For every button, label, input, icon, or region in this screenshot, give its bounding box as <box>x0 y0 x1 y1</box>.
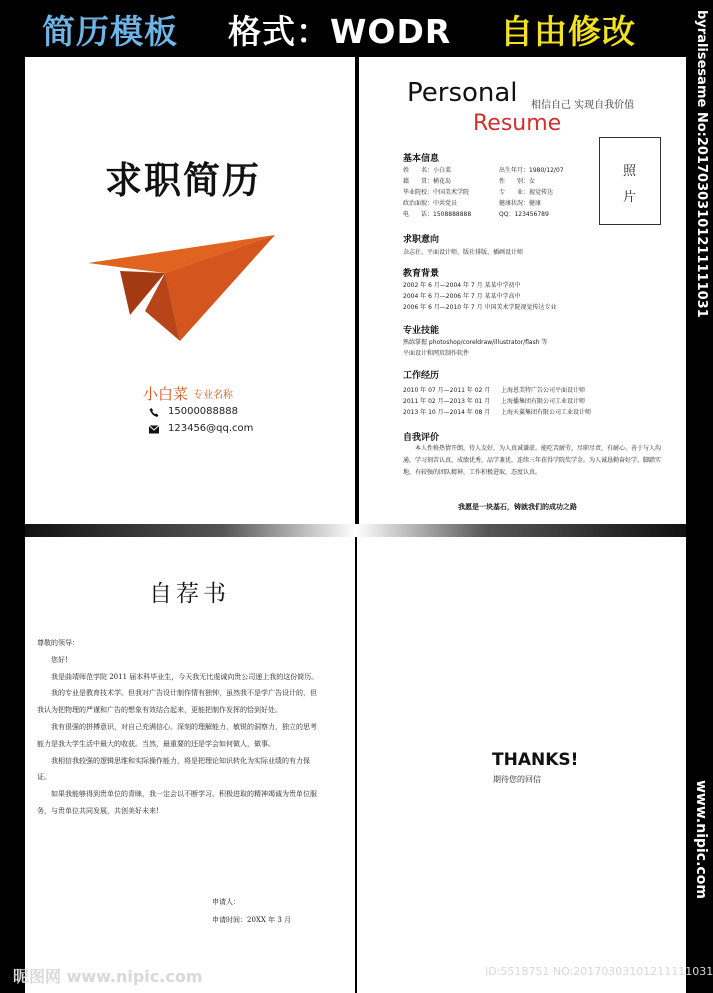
basic-field: 政治面貌：中共党员 <box>403 200 458 207</box>
photo-label-2: 片 <box>623 190 637 205</box>
letter-paragraph: 如果我能够得到贵单位的青睐，我一定会以不断学习、积极进取的精神竭诚为贵单位服务，与贵单位共同发展，共创美好未来! <box>37 790 317 815</box>
education-item: 2006 年 6 月—2010 年 7 月 中国美术学院视觉传达专业 <box>403 304 557 311</box>
letter-paragraph: 我的专业是教育技术学。但我对广告设计制作情有独钟，虽然我不是学广告设计的，但我认为把物理的严谨和广告的想象有效结合起来，更能把制作发挥的恰到好处。 <box>37 689 317 715</box>
basic-field: 籍 贯：横花岛 <box>403 178 452 185</box>
thanks-subtitle: 期待您的回信 <box>493 775 541 784</box>
basic-field: QQ：123456789 <box>499 211 549 218</box>
photo-placeholder <box>599 137 661 225</box>
basic-field: 专 业：视觉传达 <box>499 189 554 196</box>
resume-heading: Resume <box>473 111 562 136</box>
letter-body <box>37 635 323 820</box>
basic-field: 健康状况：健康 <box>499 200 542 207</box>
letter-applicant: 申请人： <box>212 898 240 906</box>
work-role: 上海播集团有限公司工业设计师 <box>501 398 586 405</box>
cover-email: 123456@qq.com <box>168 423 254 434</box>
mail-icon <box>149 425 159 434</box>
basic-field: 姓 名：小白菜 <box>403 167 452 174</box>
skills-item: 平面设计和网页制作软件 <box>403 350 470 357</box>
photo-label-1: 照 <box>623 164 637 179</box>
cover-letter-page <box>13 537 355 993</box>
banner-left-text: 简历模板 <box>42 12 178 51</box>
basic-field: 毕业院校：中国美术学院 <box>403 189 470 196</box>
evaluation-text: 本人性格热情开朗，待人友好，为人真诚谦虚。能吃苦耐劳，尽职尽责，有耐心。善于与人沟通，学习刻苦认真，成绩优秀，品学兼优，连续三年获得学院奖学金。为人诚恳勤奋好学、脚踏实地，有较强的团队精神，工作积极进取，态度认真。 <box>403 445 662 476</box>
phone-icon <box>149 408 159 417</box>
intent-text: 杂志社、平面设计师、版社排版、插画设计师 <box>403 249 524 256</box>
letter-paragraph: 我是曲靖师范学院 2011 届本科毕业生，今天我无比虔诚向贵公司递上我的这份简历。 <box>51 672 319 681</box>
top-banner <box>0 0 709 56</box>
work-period: 2010 年 07 月—2011 年 02 月 <box>403 387 491 394</box>
section-education-title: 教育背景 <box>403 269 440 279</box>
education-item: 2004 年 6 月—2006 年 7 月 某某中学高中 <box>403 293 521 300</box>
cover-phone: 15000088888 <box>168 406 238 417</box>
basic-field: 性 别：女 <box>499 178 536 185</box>
thanks-title: THANKS! <box>492 750 579 770</box>
skills-item: 熟练掌握 photoshop/coreldraw/illustrator/flash 等 <box>403 339 548 346</box>
resume-page <box>359 57 686 524</box>
basic-field: 电 话：1508888888 <box>403 211 472 218</box>
cover-page <box>25 57 355 524</box>
section-skills-title: 专业技能 <box>403 326 440 336</box>
letter-salutation: 尊敬的领导： <box>37 639 79 647</box>
cover-major: 专业名称 <box>193 390 233 401</box>
page-divider <box>25 524 686 537</box>
banner-format-text: 格式：WODR <box>228 12 452 51</box>
resume-motto: 相信自己 实现自我价值 <box>531 100 635 111</box>
side-site-watermark: www.nipic.com <box>693 780 709 899</box>
cover-name: 小白菜 <box>143 385 189 403</box>
letter-paragraph: 我相信我较强的逻辑思维和实际操作能力，将是把理论知识转化为实际业绩的有力保证。 <box>37 756 310 782</box>
banner-right-text: 自由修改 <box>500 12 636 51</box>
letter-title: 自荐书 <box>149 581 230 607</box>
image-id-watermark: ID:5518751 NO:20170303101211111031 <box>485 965 713 978</box>
cover-title: 求职简历 <box>105 159 261 202</box>
section-intent-title: 求职意向 <box>403 235 440 245</box>
resume-footer-slogan: 我愿是一块基石，铸就我们的成功之路 <box>458 503 577 511</box>
work-role: 上海恩美特广告公司平面设计师 <box>501 387 586 394</box>
work-role: 上海天翼集团有限公司工业设计师 <box>501 409 592 416</box>
section-evaluation-title: 自我评价 <box>403 433 440 443</box>
paper-plane-icon <box>85 233 285 343</box>
side-id-watermark: byralisesame No:20170303101211111031 <box>694 10 709 318</box>
work-period: 2011 年 02 月—2013 年 01 月 <box>403 398 491 405</box>
letter-greeting: 您好! <box>51 655 68 664</box>
work-period: 2013 年 10 月—2014 年 08 月 <box>403 409 491 416</box>
letter-date: 申请时间：20XX 年 3 月 <box>212 916 292 924</box>
nipic-watermark: 昵图网 www.nipic.com <box>13 967 203 986</box>
section-basic-title: 基本信息 <box>403 154 440 164</box>
resume-personal-heading: Personal <box>407 78 518 108</box>
basic-field: 出生年月：1980/12/07 <box>499 167 564 174</box>
education-item: 2002 年 6 月—2004 年 7 月 某某中学初中 <box>403 282 521 289</box>
letter-paragraph: 我有很强的拼搏意识，对自己充满信心。深刻的理解能力，敏锐的洞察力，独立的思考能力是我大学生活中最大的收获。当然，最重要的还是学会如何做人，做事。 <box>37 722 317 748</box>
section-work-title: 工作经历 <box>403 371 440 381</box>
